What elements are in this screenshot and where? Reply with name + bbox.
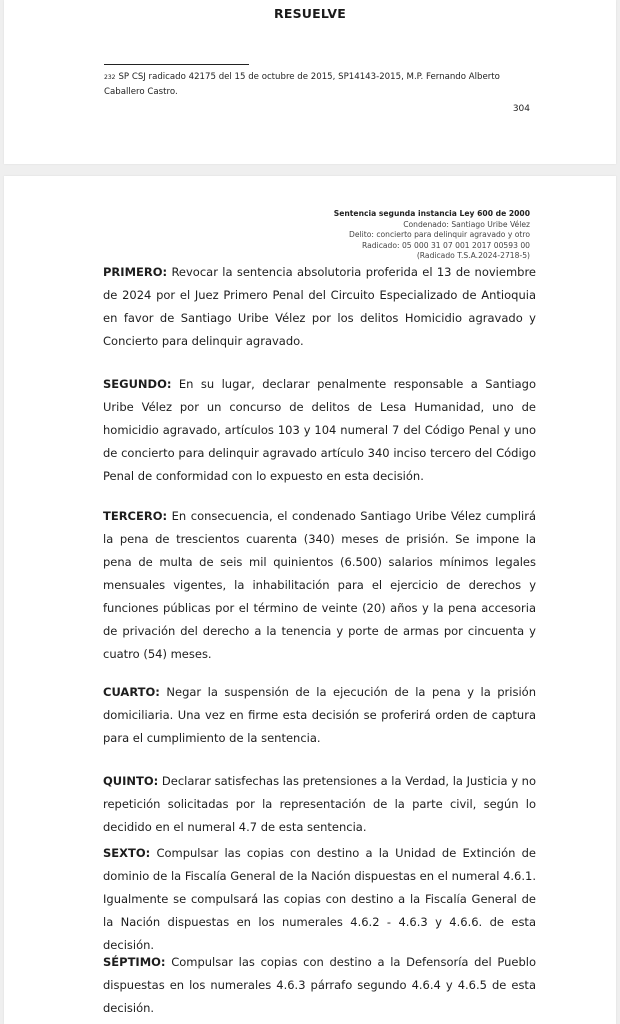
resolution-label: QUINTO: [103, 774, 159, 788]
resolution-septimo [103, 951, 536, 1020]
resolution-label: SEXTO: [103, 846, 151, 860]
document-page [4, 176, 616, 1024]
resolution-label: PRIMERO: [103, 265, 168, 279]
footnote [104, 70, 536, 100]
resolution-primero [103, 261, 536, 353]
resolution-text: Revocar la sentencia absolutoria proferida el 13 de noviembre de 2024 por el Juez Primero Penal del Circuito Especializado de Antioquia en favor de Santiago Uribe Vélez por los delitos Homicidio agravado y Concierto para delinquir agravado. [103, 265, 537, 348]
resolution-label: TERCERO: [103, 509, 168, 523]
header-delito: Delito: concierto para delinquir agravado y otro [349, 230, 530, 239]
resolution-quinto [103, 770, 536, 839]
resolution-text: Compulsar las copias con destino a la Unidad de Extinción de dominio de la Fiscalía General de la Nación dispuestas en el numeral 4.6.1. Igualmente se compulsará las copias con destino a la Fiscalía General de la Nación dispuestas en los numerales 4.6.2 - 4.6.3 y 4.6.6. de esta decisión. [103, 846, 537, 952]
resolution-text: Declarar satisfechas las pretensiones a la Verdad, la Justicia y no repetición solicitadas por la representación de la parte civil, según lo decidido en el numeral 4.7 de esta sentencia. [103, 774, 537, 834]
section-heading-resuelve: RESUELVE [274, 6, 346, 21]
resolution-text: Compulsar las copias con destino a la Defensoría del Pueblo dispuestas en los numerales 4.6.3 párrafo segundo 4.6.4 y 4.6.5 de esta decisión. [103, 955, 536, 1015]
resolution-label: CUARTO: [103, 685, 160, 699]
resolution-cuarto [103, 681, 536, 750]
resolution-text: Negar la suspensión de la ejecución de la pena y la prisión domiciliaria. Una vez en firme esta decisión se proferirá orden de captura para el cumplimiento de la sentencia. [103, 685, 536, 745]
header-radicado-tsa: (Radicado T.S.A.2024-2718-5) [416, 251, 530, 260]
resolution-label: SÉPTIMO: [103, 955, 166, 969]
header-condenado: Condenado: Santiago Uribe Vélez [403, 219, 530, 229]
resolution-label: SEGUNDO: [103, 377, 172, 391]
header-title: Sentencia segunda instancia Ley 600 de 2000 [333, 209, 530, 218]
footnote-text: SP CSJ radicado 42175 del 15 de octubre de 2015, SP14143-2015, M.P. Fernando Alberto Caballero Castro. [104, 72, 500, 97]
resolution-sexto [103, 842, 536, 957]
footnote-number: 232 [104, 74, 116, 81]
resolution-segundo [103, 373, 536, 488]
footnote-separator [104, 64, 249, 65]
header-radicado: Radicado: 05 000 31 07 001 2017 00593 00 [362, 240, 530, 250]
resolution-text: En su lugar, declarar penalmente responsable a Santiago Uribe Vélez por un concurso de delitos de Lesa Humanidad, uno de homicidio agravado, artículos 103 y 104 numeral 7 del Código Penal y uno de concierto para delinquir agravado artículo 340 inciso tercero del Código Penal de conformidad con lo expuesto en esta decisión. [103, 377, 537, 483]
resolution-text: En consecuencia, el condenado Santiago Uribe Vélez cumplirá la pena de trescientos cuarenta (340) meses de prisión. Se impone la pena de multa de seis mil quinientos (6.500) salarios mínimos legales mensuales vigentes, la inhabilitación para el ejercicio de derechos y funciones públicas por el término de veinte (20) años y la pena accesoria de privación del derecho a la tenencia y porte de armas por cincuenta y cuatro (54) meses. [103, 509, 537, 661]
page-number: 304 [512, 104, 530, 114]
previous-page-fragment [4, 0, 616, 164]
resolution-tercero [103, 505, 536, 666]
running-header [334, 209, 530, 262]
